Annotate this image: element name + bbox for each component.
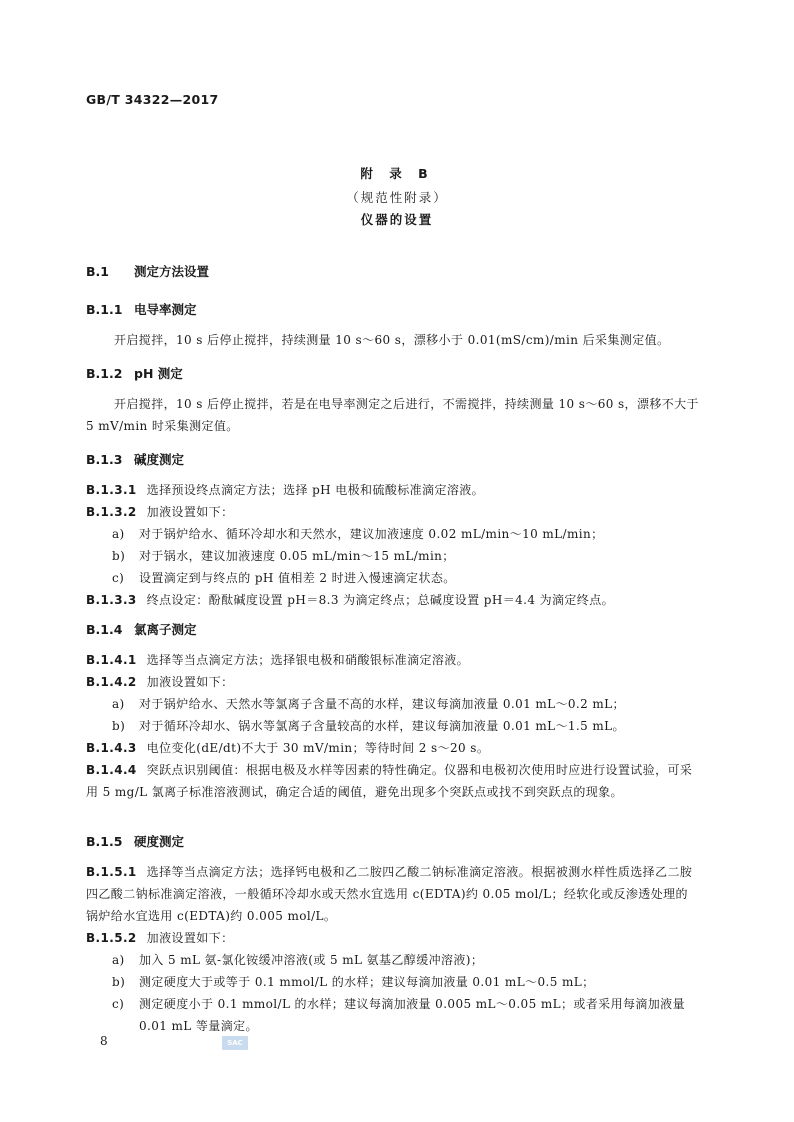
section-number: B.1.5 (86, 834, 123, 849)
clause-number: B.1.4.1 (86, 653, 137, 667)
clause-b144 (86, 759, 700, 803)
list-label: b) (112, 975, 126, 989)
list-item (112, 545, 698, 567)
section-b14-heading (86, 620, 197, 638)
section-number: B.1 (86, 264, 109, 279)
clause-number: B.1.3.1 (86, 483, 137, 497)
list-label: a) (112, 697, 125, 711)
clause-number: B.1.4.2 (86, 675, 137, 689)
section-title: 测定方法设置 (134, 264, 210, 279)
section-number: B.1.1 (86, 302, 123, 317)
clause-b132 (86, 501, 700, 523)
page-number: 8 (100, 1034, 108, 1048)
clause-text: 电位变化(dE/dt)不大于 30 mV/min；等待时间 2 s～20 s。 (146, 741, 490, 755)
sac-logo: SAC (222, 1036, 248, 1050)
list-item (112, 693, 698, 715)
standard-code: GB/T 34322—2017 (86, 92, 219, 107)
list-item (112, 971, 698, 993)
section-number: B.1.4 (86, 622, 123, 637)
section-title: 硬度测定 (134, 834, 185, 849)
section-number: B.1.3 (86, 452, 123, 467)
list-item (112, 715, 698, 737)
paragraph-b12: 开启搅拌，10 s 后停止搅拌，若是在电导率测定之后进行，不需搅拌，持续测量 10 s～60 s，漂移不大于 5 mV/min 时采集测定值。 (86, 397, 699, 433)
clause-number: B.1.4.4 (86, 763, 137, 777)
section-b11-heading (86, 300, 197, 318)
clause-text: 加液设置如下： (146, 505, 234, 519)
clause-b142 (86, 671, 700, 693)
clause-number: B.1.4.3 (86, 741, 137, 755)
clause-number: B.1.3.3 (86, 593, 137, 607)
list-text: 测定硬度大于或等于 0.1 mmol/L 的水样；建议每滴加液量 0.01 mL～0.5 mL； (139, 975, 595, 989)
list-label: c) (112, 571, 125, 585)
clause-text: 加液设置如下： (146, 931, 234, 945)
list-text: 对于锅炉给水、天然水等氯离子含量不高的水样，建议每滴加液量 0.01 mL～0.2 mL； (139, 697, 625, 711)
section-b12-heading (86, 364, 183, 382)
clause-b131 (86, 479, 700, 501)
list-item (112, 523, 698, 545)
section-number: B.1.2 (86, 366, 123, 381)
clause-b141 (86, 649, 700, 671)
clause-text: 终点设定：酚酞碱度设置 pH＝8.3 为滴定终点；总碱度设置 pH＝4.4 为滴定终点。 (146, 593, 614, 607)
section-title: 氯离子测定 (134, 622, 197, 637)
clause-text: 选择等当点滴定方法；选择钙电极和乙二胺四乙酸二钠标准滴定溶液。根据被测水样性质选择乙二胺四乙酸二钠标准滴定溶液，一般循环冷却水或天然水宜选用 c(EDTA)约 0.05 mol/L；经软化或反渗透处理的锅炉给水宜选用 c(EDTA)约 0.005 mol/L。 (86, 865, 693, 923)
clause-text: 突跃点识别阈值：根据电极及水样等因素的特性确定。仪器和电极初次使用时应进行设置试验，可采用 5 mg/L 氯离子标准溶液测试，确定合适的阈值，避免出现多个突跃点或找不到突跃点的现象。 (86, 763, 693, 799)
list-label: a) (112, 953, 125, 967)
list-text: 测定硬度小于 0.1 mmol/L 的水样；建议每滴加液量 0.005 mL～0.05 mL；或者采用每滴加液量 0.01 mL 等量滴定。 (139, 997, 685, 1033)
section-title: 碱度测定 (134, 452, 185, 467)
list-item (112, 993, 698, 1037)
clause-b152 (86, 927, 700, 949)
clause-number: B.1.3.2 (86, 505, 137, 519)
section-title: pH 测定 (134, 366, 183, 381)
list-label: c) (112, 997, 125, 1011)
section-b13-heading (86, 450, 184, 468)
section-b1-heading (86, 262, 209, 280)
list-text: 对于循环冷却水、锅水等氯离子含量较高的水样，建议每滴加液量 0.01 mL～1.5 mL。 (139, 719, 625, 733)
annex-type: （规范性附录） (346, 190, 448, 205)
list-label: b) (112, 719, 126, 733)
list-item (112, 949, 698, 971)
list-label: a) (112, 527, 125, 541)
clause-b143 (86, 737, 700, 759)
section-b15-heading (86, 832, 184, 850)
annex-title: 附 录 B (360, 166, 434, 181)
list-text: 设置滴定到与终点的 pH 值相差 2 时进入慢速滴定状态。 (139, 571, 456, 585)
annex-name: 仪器的设置 (360, 212, 434, 227)
list-item (112, 567, 698, 589)
list-text: 对于锅炉给水、循环冷却水和天然水，建议加液速度 0.02 mL/min～10 mL/min； (139, 527, 604, 541)
clause-b151 (86, 861, 700, 927)
clause-b133 (86, 589, 700, 611)
list-text: 加入 5 mL 氨-氯化铵缓冲溶液(或 5 mL 氨基乙醇缓冲溶液)； (139, 953, 484, 967)
section-title: 电导率测定 (134, 302, 197, 317)
clause-number: B.1.5.1 (86, 865, 137, 879)
clause-text: 选择等当点滴定方法；选择银电极和硝酸银标准滴定溶液。 (146, 653, 470, 667)
list-label: b) (112, 549, 126, 563)
clause-number: B.1.5.2 (86, 931, 137, 945)
clause-text: 加液设置如下： (146, 675, 234, 689)
clause-text: 选择预设终点滴定方法；选择 pH 电极和硫酸标准滴定溶液。 (146, 483, 485, 497)
paragraph-b11: 开启搅拌，10 s 后停止搅拌，持续测量 10 s～60 s，漂移小于 0.01(mS/cm)/min 后采集测定值。 (114, 333, 670, 347)
list-text: 对于锅水，建议加液速度 0.05 mL/min～15 mL/min； (139, 549, 455, 563)
